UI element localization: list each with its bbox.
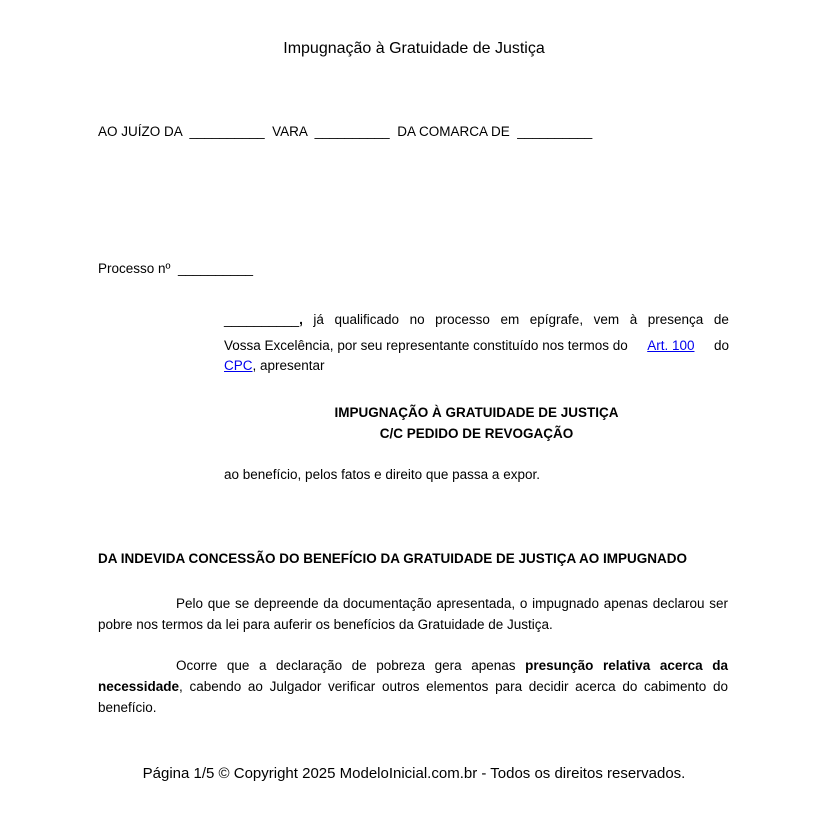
intro-word: em: [500, 312, 520, 327]
blank-field: __________: [224, 312, 300, 327]
intro-word: à: [629, 312, 638, 327]
paragraph-2-start: Ocorre que a declaração de pobreza gera apenas: [176, 658, 526, 673]
intro-word: epígrafe,: [529, 312, 584, 327]
intro-do: do: [713, 338, 729, 353]
page-title: Impugnação à Gratuidade de Justiça: [283, 40, 545, 57]
paragraph-2: [98, 655, 728, 718]
document-heading: [224, 402, 729, 444]
cpc-link[interactable]: CPC: [224, 358, 253, 373]
comma: ,: [299, 312, 303, 327]
intro-word: vem: [593, 312, 620, 327]
closing-sentence: ao benefício, pelos fatos e direito que passa a expor.: [224, 467, 540, 482]
page-footer: Página 1/5 © Copyright 2025 ModeloInicial.com.br - Todos os direitos reservados.: [142, 765, 686, 782]
heading-line-2: C/C PEDIDO DE REVOGAÇÃO: [379, 426, 574, 441]
party-name-blank: [224, 308, 303, 332]
section-title: DA INDEVIDA CONCESSÃO DO BENEFÍCIO DA GRATUIDADE DE JUSTIÇA AO IMPUGNADO: [98, 551, 688, 566]
intro-word: presença: [647, 312, 704, 327]
intro-word: no: [409, 312, 425, 327]
intro-line-2: [224, 336, 729, 356]
process-number: Processo nº __________: [98, 261, 254, 276]
paragraph-2-end: , cabendo ao Julgador verificar outros elementos para decidir acerca do cabimento do benefício.: [98, 679, 728, 715]
intro-paragraph: [224, 308, 729, 376]
intro-line-1: [224, 308, 729, 332]
intro-line-3: [224, 356, 729, 376]
art-100-link[interactable]: Art. 100: [647, 338, 695, 353]
intro-text: Vossa Excelência, por seu representante constituído nos termos do: [224, 338, 628, 353]
addressee-line: AO JUÍZO DA __________ VARA __________ DA COMARCA DE __________: [98, 124, 593, 139]
paragraph-1: Pelo que se depreende da documentação apresentada, o impugnado apenas declarou ser pobre nos termos da lei para auferir os benefícios da Gratuidade de Justiça.: [98, 596, 728, 632]
heading-line-1: IMPUGNAÇÃO À GRATUIDADE DE JUSTIÇA: [334, 405, 619, 420]
intro-word: qualificado: [334, 312, 400, 327]
intro-word: já: [313, 312, 324, 327]
intro-word: processo: [435, 312, 490, 327]
paragraph-2-bold: presunção relativa acerca da necessidade: [98, 658, 729, 694]
intro-apresentar: , apresentar: [252, 358, 325, 373]
intro-word: de: [713, 312, 729, 327]
